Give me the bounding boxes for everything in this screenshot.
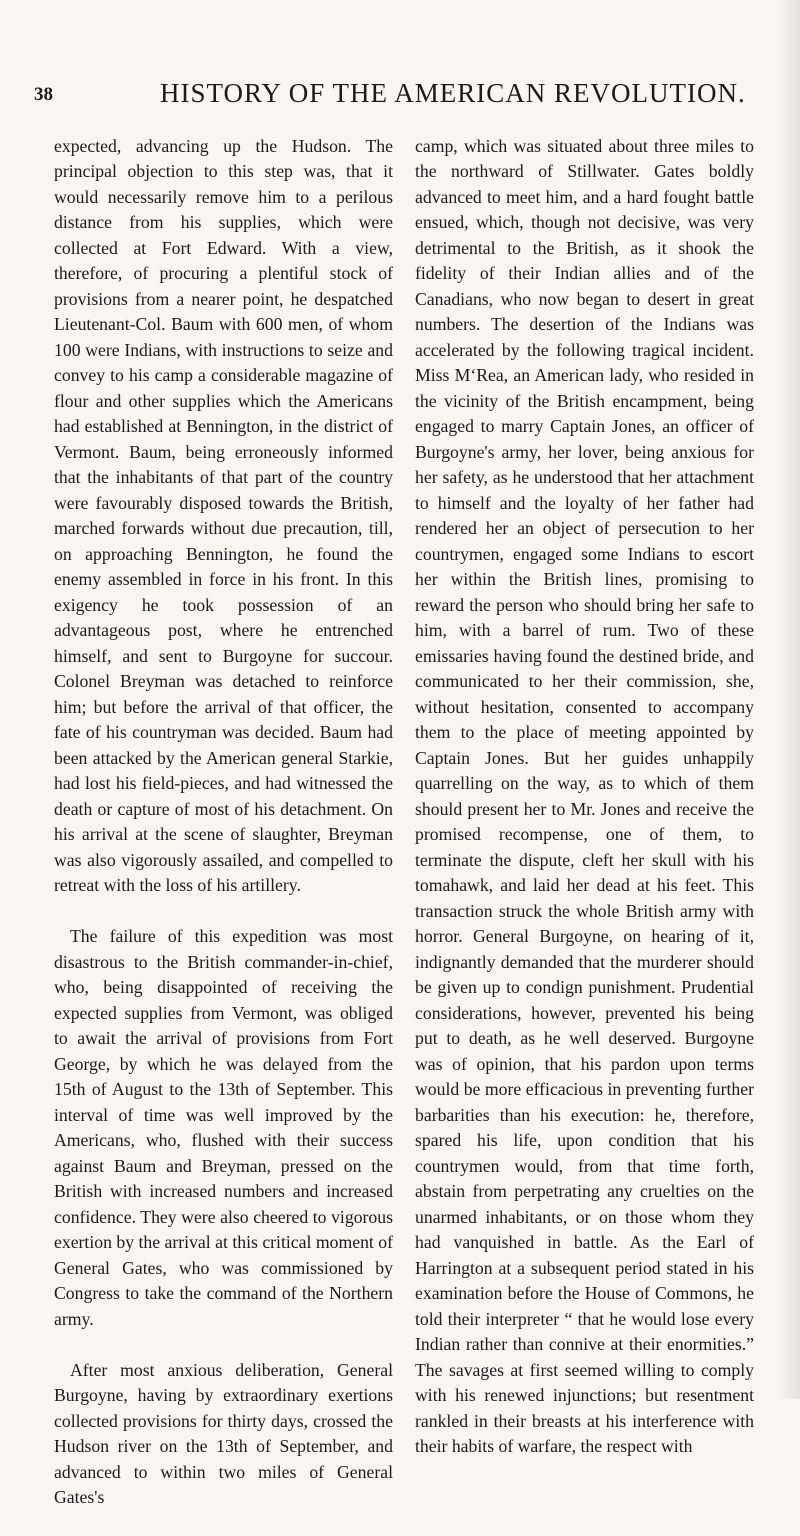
right-paragraph-1: camp, which was situated about three miles to the northward of Stillwater. Gates boldly advanced to meet him, and a hard fought battle ensued, which, though not decisive, was very detrimental to the British, as it shook the fidelity of their Indian allies and of the Canadians, who now began to desert in great numbers. The desertion of the Indians was accelerated by the following tragical incident. Miss M‘Rea, an American lady, who resided in the vicinity of the British encampment, being engaged to marry Captain Jones, an officer of Burgoyne's army, her lover, being anxious for her safety, as he understood that her attachment to himself and the loyalty of her father had rendered her an object of persecution to her countrymen, engaged some Indians to escort her within the British lines, promising to reward the person who should bring her safe to him, with a barrel of rum. Two of these emissaries having found the destined bride, and communicated to her their commission, she, without hesitation, consented to accompany them to the place of meeting appointed by Captain Jones. But her guides unhappily quarrelling on the way, as to which of them should present her to Mr. Jones and receive the promised recompense, one of them, to terminate the dispute, cleft her skull with his tomahawk, and laid her dead at his feet. This transaction struck the whole British army with horror. General Burgoyne, on hearing of it, indignantly demanded that the murderer should be given up to condign punishment. Prudential considerations, however, prevented his being put to death, as he well deserved. Burgoyne was of opinion, that his pardon upon terms would be more efficacious in preventing further barbarities than his execution: he, therefore, spared his life, upon condition that his countrymen would, from that time forth, abstain from perpetrating any cruelties on the unarmed inhabitants, or on those whom they had vanquished in battle. As the Earl of Harrington at a subsequent period stated in his examination before the House of Commons, he told their interpreter “ that he would lose every Indian rather than connive at their enormities.” The savages at first seemed willing to comply with his renewed injunctions; but resentment rankled in their breasts at his interference with their habits of warfare, the respect with: [415, 135, 754, 1456]
running-title: HISTORY OF THE AMERICAN REVOLUTION.: [160, 78, 746, 108]
page-edge-shadow: [778, 0, 800, 1399]
left-paragraph-2: The failure of this expedition was most disastrous to the British commander-in-chief, who, being disappointed of receiving the expected supplies from Vermont, was obliged to await the arrival of provisions from Fort George, by which he was delayed from the 15th of August to the 13th of September. This interval of time was well improved by the Americans, who, flushed with their success against Baum and Breyman, pressed on the British with increased numbers and increased confidence. They were also cheered to vigorous exertion by the arrival at this critical moment of General Gates, who was commissioned by Congress to take the command of the Northern army.: [54, 926, 393, 1329]
right-column: [415, 108, 754, 1485]
left-column: [54, 108, 393, 1536]
page-header: [28, 54, 770, 108]
left-paragraph-3: After most anxious deliberation, General Burgoyne, having by extraordinary exertions collected provisions for thirty days, crossed the Hudson river on the 13th of September, and advanced to within two miles of General Gates's: [54, 1359, 393, 1507]
page-number: 38: [34, 84, 53, 105]
left-paragraph-1: expected, advancing up the Hudson. The principal objection to this step was, that it would necessarily remove him to a perilous distance from his supplies, which were collected at Fort Edward. With a view, therefore, of procuring a plentiful stock of provisions from a nearer point, he despatched Lieutenant-Col. Baum with 600 men, of whom 100 were Indians, with instructions to seize and convey to his camp a considerable magazine of flour and other supplies which the Americans had established at Bennington, in the district of Vermont. Baum, being erroneously informed that the inhabitants of that part of the country were favourably disposed towards the British, marched forwards without due precaution, till, on approaching Bennington, he found the enemy assembled in force in his front. In this exigency he took possession of an advantageous post, where he entrenched himself, and sent to Burgoyne for succour. Colonel Breyman was detached to reinforce him; but before the arrival of that officer, the fate of his countryman was decided. Baum had been attacked by the American general Starkie, had lost his field-pieces, and had witnessed the death or capture of most of his detachment. On his arrival at the scene of slaughter, Breyman was also vigorously assailed, and compelled to retreat with the loss of his artillery.: [54, 135, 393, 895]
